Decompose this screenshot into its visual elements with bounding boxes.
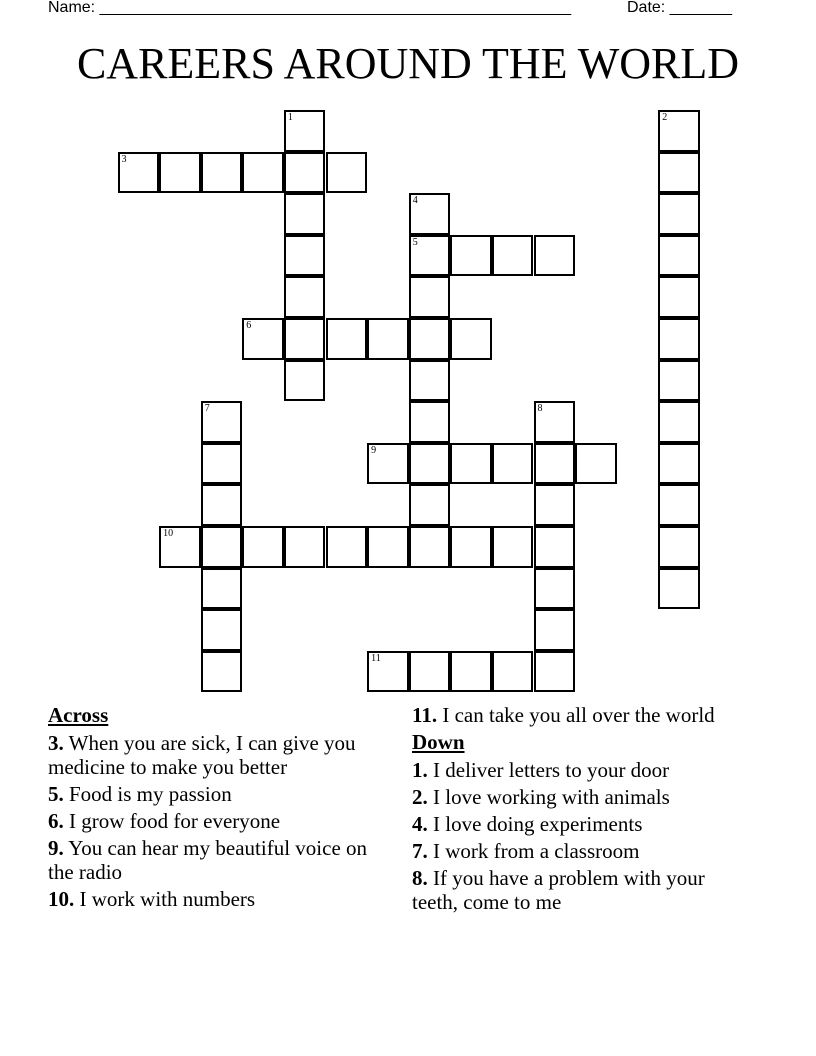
- crossword-cell[interactable]: [284, 152, 326, 194]
- crossword-cell[interactable]: [450, 318, 492, 360]
- crossword-cell[interactable]: [658, 360, 700, 402]
- crossword-cell[interactable]: [284, 235, 326, 277]
- crossword-cell[interactable]: [284, 276, 326, 318]
- crossword-cell[interactable]: [367, 443, 409, 485]
- clue-across-6: 6. I grow food for everyone: [48, 809, 281, 833]
- cell-number: 8: [537, 403, 543, 415]
- crossword-cell[interactable]: [242, 526, 284, 568]
- name-field-label: Name: _____________________________________________________: [48, 0, 572, 16]
- crossword-cell[interactable]: [658, 235, 700, 277]
- clue-across-3: 3. When you are sick, I can give you medicine to make you better: [48, 731, 356, 779]
- cell-number: 3: [121, 153, 127, 165]
- clue-down-1: 1. I deliver letters to your door: [412, 758, 670, 782]
- crossword-cell[interactable]: [658, 318, 700, 360]
- clue-down-7: 7. I work from a classroom: [412, 839, 640, 863]
- crossword-cell[interactable]: [284, 318, 326, 360]
- crossword-cell[interactable]: [658, 110, 700, 152]
- crossword-cell[interactable]: [367, 526, 409, 568]
- across-heading: Across: [48, 703, 109, 727]
- crossword-cell[interactable]: [409, 193, 451, 235]
- cell-number: 7: [204, 403, 210, 415]
- cell-number: 6: [246, 320, 252, 331]
- crossword-cell[interactable]: [575, 443, 617, 485]
- crossword-cell[interactable]: [534, 651, 576, 693]
- crossword-cell[interactable]: [658, 568, 700, 610]
- crossword-cell[interactable]: [284, 110, 326, 152]
- crossword-cell[interactable]: [450, 526, 492, 568]
- crossword-cell[interactable]: [284, 193, 326, 235]
- crossword-cell[interactable]: [534, 401, 576, 443]
- cell-number: 11: [371, 652, 381, 664]
- crossword-cell[interactable]: [409, 443, 451, 485]
- down-heading: Down: [412, 730, 465, 754]
- crossword-cell[interactable]: [201, 609, 243, 651]
- crossword-cell[interactable]: [534, 443, 576, 485]
- crossword-cell[interactable]: [367, 318, 409, 360]
- cell-number: 4: [412, 195, 418, 207]
- crossword-cell[interactable]: [492, 235, 534, 277]
- crossword-cell[interactable]: [658, 401, 700, 443]
- crossword-cell[interactable]: [409, 276, 451, 318]
- crossword-cell[interactable]: [658, 193, 700, 235]
- crossword-cell[interactable]: [409, 401, 451, 443]
- clue-down-8: 8. If you have a problem with your teeth, come to me: [412, 866, 705, 914]
- clue-across-5: 5. Food is my passion: [48, 782, 232, 806]
- crossword-cell[interactable]: [492, 526, 534, 568]
- crossword-cell[interactable]: [326, 318, 368, 360]
- crossword-cell[interactable]: [159, 152, 201, 194]
- crossword-cell[interactable]: [409, 360, 451, 402]
- date-field-label: Date: _______: [627, 0, 732, 16]
- clue-across-9: 9. You can hear my beautiful voice on the radio: [48, 836, 368, 884]
- crossword-cell[interactable]: [450, 235, 492, 277]
- crossword-cell[interactable]: [326, 152, 368, 194]
- clue-across-10: 10. I work with numbers: [48, 887, 256, 911]
- clues-right-column: [412, 703, 752, 917]
- crossword-cell[interactable]: [201, 152, 243, 194]
- crossword-cell[interactable]: [326, 526, 368, 568]
- crossword-cell[interactable]: [450, 651, 492, 693]
- crossword-cell[interactable]: [201, 484, 243, 526]
- cell-number: 1: [287, 112, 293, 123]
- cell-number: 9: [371, 444, 377, 456]
- crossword-cell[interactable]: [409, 235, 451, 277]
- clue-across-11: 11. I can take you all over the world: [412, 703, 715, 727]
- crossword-cell[interactable]: [118, 152, 160, 194]
- crossword-cell[interactable]: [658, 484, 700, 526]
- crossword-cell[interactable]: [284, 360, 326, 402]
- crossword-cell[interactable]: [492, 651, 534, 693]
- clue-down-2: 2. I love working with animals: [412, 785, 670, 809]
- crossword-cell[interactable]: [409, 526, 451, 568]
- crossword-cell[interactable]: [284, 526, 326, 568]
- clue-down-4: 4. I love doing experiments: [412, 812, 643, 836]
- crossword-cell[interactable]: [658, 443, 700, 485]
- crossword-cell[interactable]: [534, 609, 576, 651]
- crossword-cell[interactable]: [201, 651, 243, 693]
- puzzle-title: CAREERS AROUND THE WORLD: [76, 39, 740, 88]
- crossword-cell[interactable]: [492, 443, 534, 485]
- crossword-cell[interactable]: [534, 526, 576, 568]
- crossword-cell[interactable]: [242, 152, 284, 194]
- crossword-cell[interactable]: [534, 235, 576, 277]
- crossword-cell[interactable]: [201, 568, 243, 610]
- crossword-cell[interactable]: [367, 651, 409, 693]
- crossword-cell[interactable]: [409, 651, 451, 693]
- crossword-cell[interactable]: [242, 318, 284, 360]
- cell-number: 5: [412, 236, 418, 248]
- crossword-cell[interactable]: [201, 443, 243, 485]
- crossword-cell[interactable]: [534, 484, 576, 526]
- crossword-cell[interactable]: [409, 484, 451, 526]
- crossword-cell[interactable]: [658, 276, 700, 318]
- crossword-cell[interactable]: [201, 526, 243, 568]
- crossword-cell[interactable]: [450, 443, 492, 485]
- crossword-cell[interactable]: [201, 401, 243, 443]
- crossword-cell[interactable]: [159, 526, 201, 568]
- cell-number: 10: [163, 528, 174, 539]
- crossword-cell[interactable]: [534, 568, 576, 610]
- cell-number: 2: [662, 112, 668, 123]
- crossword-cell[interactable]: [658, 152, 700, 194]
- crossword-cell[interactable]: [658, 526, 700, 568]
- clues-left-column: [48, 703, 388, 914]
- crossword-cell[interactable]: [409, 318, 451, 360]
